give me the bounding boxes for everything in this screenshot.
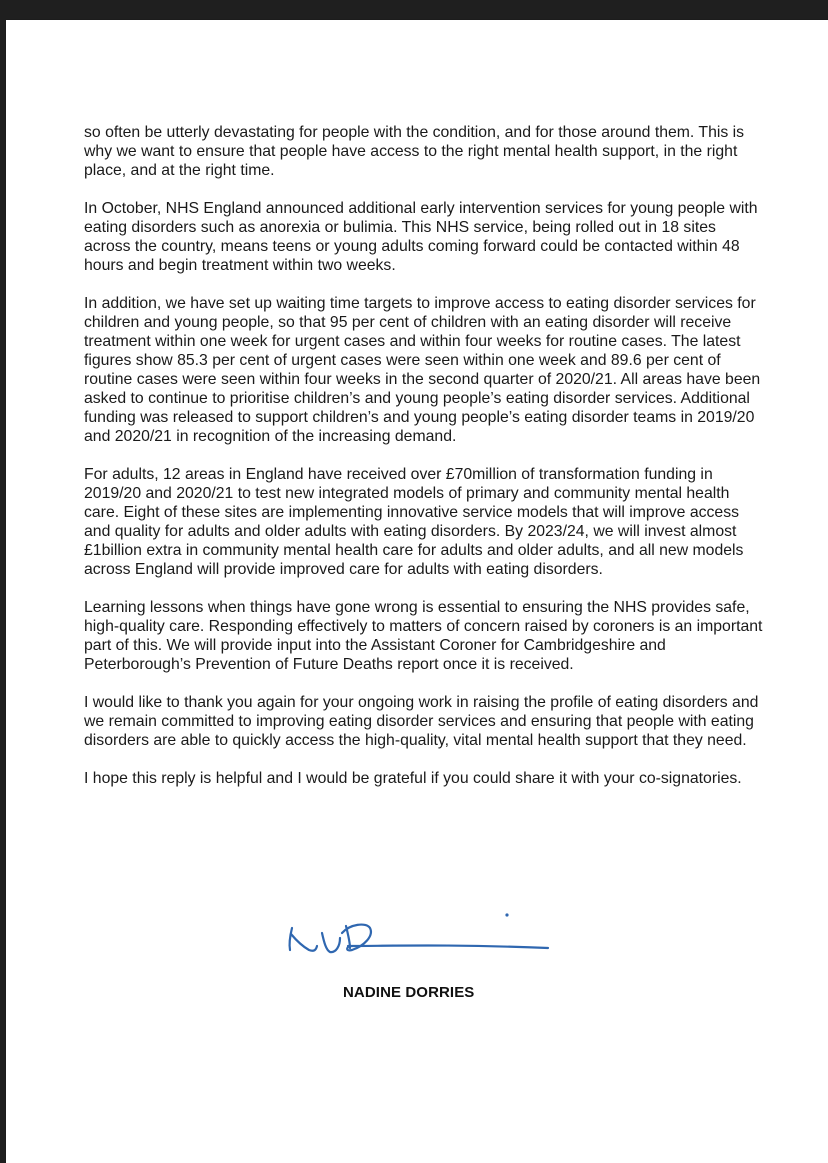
paragraph-waiting-time-targets: In addition, we have set up waiting time targets to improve access to eating disorder services for children and young people, so that 95 per cent of children with an eating disorder will receive treatment within one week for urgent cases and within four weeks for routine cases. The latest figures show 85.3 per cent of urgent cases were seen within one week and 89.6 per cent of routine cases were seen within four weeks in the second quarter of 2020/21. All areas have been asked to continue to prioritise children’s and young people’s eating disorder services. Additional funding was released to support children’s and young people’s eating disorder teams in 2019/20 and 2020/21 in recognition of the increasing demand. <box>84 295 761 445</box>
paragraph-closing: I hope this reply is helpful and I would be grateful if you could share it with your co-signatories. <box>84 770 742 787</box>
paragraph-thanks: I would like to thank you again for your ongoing work in raising the profile of eating disorders and we remain committed to improving eating disorder services and ensuring that people with eating disorders are able to quickly access the high-quality, vital mental health support that they need. <box>84 694 759 749</box>
paragraph-early-intervention: In October, NHS England announced additional early intervention services for young people with eating disorders such as anorexia or bulimia. This NHS service, being rolled out in 18 sites across the country, means teens or young adults coming forward could be contacted within 48 hours and begin treatment within two weeks. <box>84 200 758 274</box>
letter-body <box>84 123 764 807</box>
paragraph-adult-services: For adults, 12 areas in England have received over £70million of transformation funding in 2019/20 and 2020/21 to test new integrated models of primary and community mental health care. Eight of these sites are implementing innovative service models that will improve access and quality for adults and older adults with eating disorders. By 2023/24, we will invest almost £1billion extra in community mental health care for adults and older adults, and all new models across England will provide improved care for adults with eating disorders. <box>84 466 744 578</box>
paragraph-learning-lessons: Learning lessons when things have gone wrong is essential to ensuring the NHS provides safe, high-quality care. Responding effectively to matters of concern raised by coroners is an important part of this. We will provide input into the Assistant Coroner for Cambridgeshire and Peterborough’s Prevention of Future Deaths report once it is received. <box>84 599 763 673</box>
letter-page <box>6 20 828 1163</box>
signatory-name: NADINE DORRIES <box>343 984 475 1001</box>
paragraph-mental-health-support: so often be utterly devastating for people with the condition, and for those around them. This is why we want to ensure that people have access to the right mental health support, in the right place, and at the right time. <box>84 124 745 179</box>
handwritten-signature <box>278 900 560 970</box>
